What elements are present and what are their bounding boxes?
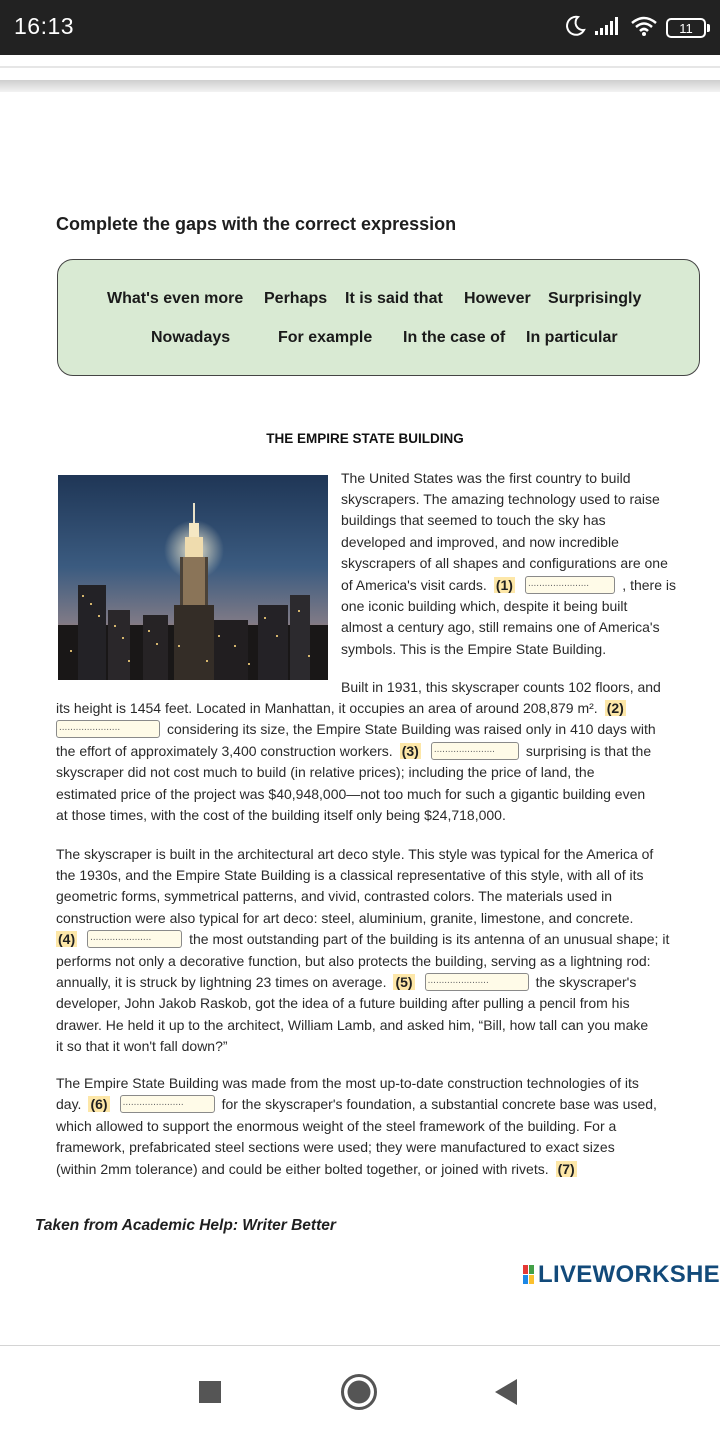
word-bank-item: In particular — [526, 329, 618, 346]
text-line: geometric forms, symmetrical patterns, and vivid, contrasted colors. The materials used in — [56, 887, 613, 904]
status-bar — [0, 0, 720, 55]
text-line: annually, it is struck by lightning 23 times on average. (5) ...................... the skyscraper's — [56, 973, 637, 990]
gap-number-5: (5) — [395, 973, 413, 990]
logo-grid-icon — [523, 1265, 534, 1284]
word-bank-item: For example — [278, 329, 373, 346]
text-line: The skyscraper is built in the architectural art deco style. This style was typical for the America of — [56, 845, 654, 862]
text-line: symbols. This is the Empire State Building. — [341, 640, 607, 657]
page-edge-divider — [0, 66, 720, 68]
gap-number-3: (3) — [401, 742, 419, 759]
text-line: (within 2mm tolerance) and could be either bolted together, or joined with rivets. (7) — [56, 1160, 575, 1177]
gap-number-2: (2) — [606, 699, 624, 716]
text-line: drawer. He held it up to the architect, William Lamb, and asked him, “Bill, how tall can you make — [56, 1016, 649, 1033]
gap-number-1: (1) — [495, 576, 513, 593]
text-line: skyscrapers. The amazing technology used to raise — [341, 490, 660, 507]
word-bank-item: However — [464, 290, 531, 307]
gap-input-1[interactable]: ...................... — [525, 576, 615, 594]
word-bank-item: In the case of — [403, 329, 506, 346]
text-line: its height is 1454 feet. Located in Manhattan, it occupies an area of around 208,879 m². (2) — [56, 699, 624, 716]
gap-number-6: (6) — [90, 1095, 108, 1112]
text-line: The United States was the first country to build — [341, 469, 631, 486]
navigation-bar — [0, 1346, 720, 1440]
status-time: 16:13 — [14, 13, 75, 39]
text-line: performs not only a decorative function, but also protects the building, serving as a lightning rod: — [56, 952, 651, 969]
text-line: framework, prefabricated steel sections were used; they were manufactured to exact sizes — [56, 1138, 615, 1155]
status-icons — [564, 14, 710, 42]
instruction-heading: Complete the gaps with the correct expression — [56, 214, 457, 234]
page-shadow — [0, 80, 720, 92]
text-line: Built in 1931, this skyscraper counts 102 floors, and — [341, 678, 661, 695]
word-bank — [57, 259, 700, 376]
moon-icon — [564, 15, 586, 41]
wifi-icon — [630, 15, 658, 41]
word-bank-item: Surprisingly — [548, 290, 642, 307]
liveworksheets-logo[interactable] — [523, 1261, 720, 1288]
logo-text: LIVEWORKSHE — [538, 1261, 720, 1288]
text-line: which allowed to support the enormous weight of the steel framework of the building. For a — [56, 1117, 617, 1134]
home-circle-icon[interactable] — [337, 1370, 381, 1414]
text-line: (4) ...................... the most outstanding part of the building is its antenna of an unusual shape; it — [58, 930, 670, 947]
text-line: one iconic building which, despite it being built — [341, 597, 628, 614]
gap-number-4: (4) — [58, 930, 76, 947]
source-credit: Taken from Academic Help: Writer Better — [35, 1217, 336, 1234]
text-line: day. (6) ...................... for the skyscraper's foundation, a substantial concrete base was used, — [56, 1095, 657, 1112]
word-bank-item: What's even more — [107, 290, 244, 307]
text-line: developed and improved, and now incredible — [341, 533, 619, 550]
empire-state-building-photo — [58, 475, 328, 680]
back-triangle-icon[interactable] — [484, 1370, 528, 1414]
recents-square-icon[interactable] — [188, 1370, 232, 1414]
text-line: almost a century ago, still remains one of America's — [341, 618, 660, 635]
text-line: buildings that seemed to touch the sky has — [341, 511, 606, 528]
word-bank-item: Perhaps — [264, 290, 328, 307]
word-bank-item: Nowadays — [151, 329, 231, 346]
battery-level: 11 — [666, 18, 706, 38]
text-line: it so that it won't fall down?” — [56, 1037, 228, 1054]
text-line: ...................... considering its size, the Empire State Building was raised only in 410 days with — [56, 718, 676, 739]
text-line: construction were also typical for art deco: steel, aluminium, granite, limestone, and concrete. — [56, 909, 634, 926]
gap-input-4[interactable]: ...................... — [87, 930, 182, 948]
gap-input-6[interactable]: ...................... — [120, 1095, 215, 1113]
text-line: estimated price of the project was $40,948,000—not too much for such a gigantic building even — [56, 785, 646, 802]
text-line: the effort of approximately 3,400 construction workers. (3) ...................... surprising is that the — [56, 742, 652, 759]
word-bank-item: It is said that — [345, 290, 443, 307]
gap-input-2[interactable]: ...................... — [56, 720, 160, 738]
text-line: at those times, with the cost of the building itself only being $24,718,000. — [56, 806, 506, 823]
text-line: of America's visit cards. (1) ...................... , there is — [341, 576, 676, 593]
gap-input-5[interactable]: ...................... — [425, 973, 529, 991]
article-title: THE EMPIRE STATE BUILDING — [266, 431, 464, 446]
text-line: The Empire State Building was made from the most up-to-date construction technologies of its — [56, 1074, 639, 1091]
gap-input-3[interactable]: ...................... — [431, 742, 519, 760]
gap-number-7: (7) — [557, 1160, 575, 1177]
text-line: the 1930s, and the Empire State Building is a classical representative of this style, with all of its — [56, 866, 644, 883]
battery-icon — [666, 18, 710, 38]
text-line: skyscraper did not cost much to build (in relative prices); including the price of land, the — [56, 763, 595, 780]
text-line: skyscrapers of all shapes and configurations are one — [341, 554, 668, 571]
text-line: developer, John Jakob Raskob, got the idea of a future building after pulling a pencil from his — [56, 994, 630, 1011]
signal-icon — [594, 16, 622, 40]
